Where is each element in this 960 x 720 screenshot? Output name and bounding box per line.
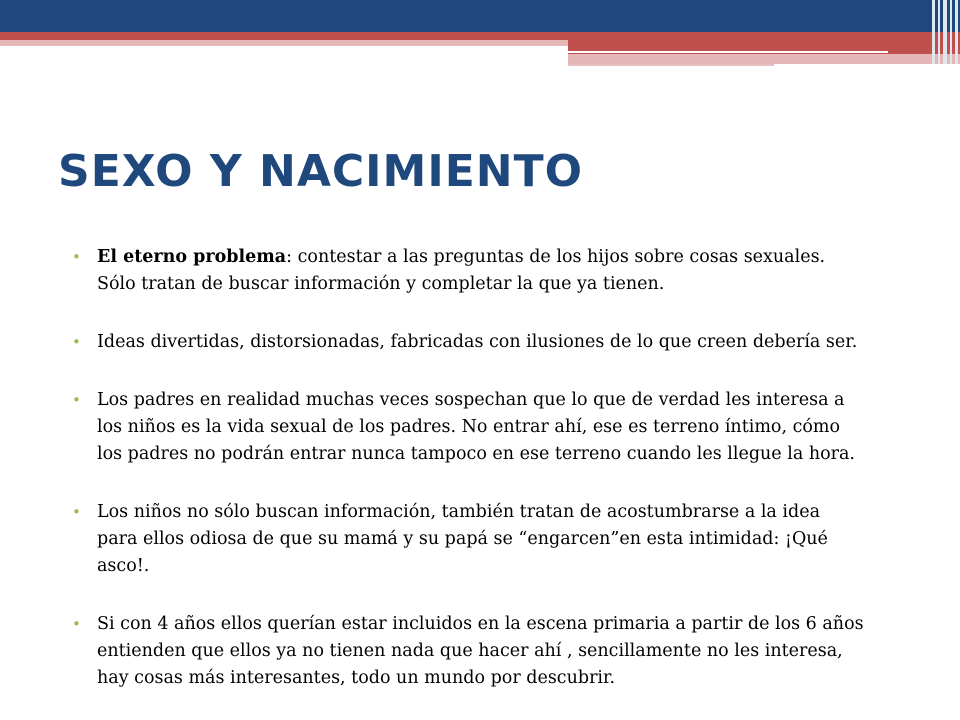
header-blue-band	[0, 0, 960, 32]
round-bullet-icon: •	[72, 503, 81, 521]
bullet-line: los niños es la vida sexual de los padres. No entrar ahí, ese es terreno íntimo, cómo	[97, 417, 841, 437]
header-white-line	[568, 51, 888, 53]
bullet-line: Los padres en realidad muchas veces sospechan que lo que de verdad les interesa a	[97, 390, 845, 410]
round-bullet-icon: •	[72, 248, 81, 266]
round-bullet-icon: •	[72, 391, 81, 409]
bullet-item	[72, 387, 932, 468]
bullet-line: Si con 4 años ellos querían estar incluidos en la escena primaria a partir de los 6 años	[97, 614, 864, 634]
bullet-lead-text: El eterno problema	[97, 247, 287, 267]
bullet-line: para ellos odiosa de que su mamá y su papá se “engarcen”en esta intimidad: ¡Qué	[97, 529, 828, 549]
slide-title: SEXO Y NACIMIENTO	[58, 146, 583, 197]
header-pink-band	[0, 40, 568, 46]
bullet-item	[72, 611, 932, 692]
header-stripes-decoration	[930, 0, 960, 64]
bullet-line: asco!.	[97, 556, 150, 576]
bullet-line: los padres no podrán entrar nunca tampoco en ese terreno cuando les llegue la hora.	[97, 444, 855, 464]
bullet-line: Sólo tratan de buscar información y completar la que ya tienen.	[97, 274, 665, 294]
header-pink-band-lower	[568, 54, 960, 64]
bullet-line	[97, 244, 932, 271]
bullet-line: Ideas divertidas, distorsionadas, fabricadas con ilusiones de lo que creen debería ser.	[97, 332, 858, 352]
bullet-line: entienden que ellos ya no tienen nada que hacer ahí , sencillamente no les interesa,	[97, 641, 843, 661]
bullet-item	[72, 329, 932, 356]
bullet-item	[72, 244, 932, 298]
bullet-list	[72, 244, 932, 720]
round-bullet-icon: •	[72, 615, 81, 633]
bullet-text: : contestar a las preguntas de los hijos sobre cosas sexuales.	[286, 247, 826, 267]
header-pink-band-lowest	[568, 64, 774, 66]
bullet-line: hay cosas más interesantes, todo un mundo por descubrir.	[97, 668, 616, 688]
header-red-band	[0, 32, 960, 40]
bullet-item	[72, 499, 932, 580]
round-bullet-icon: •	[72, 333, 81, 351]
bullet-line: Los niños no sólo buscan información, también tratan de acostumbrarse a la idea	[97, 502, 821, 522]
